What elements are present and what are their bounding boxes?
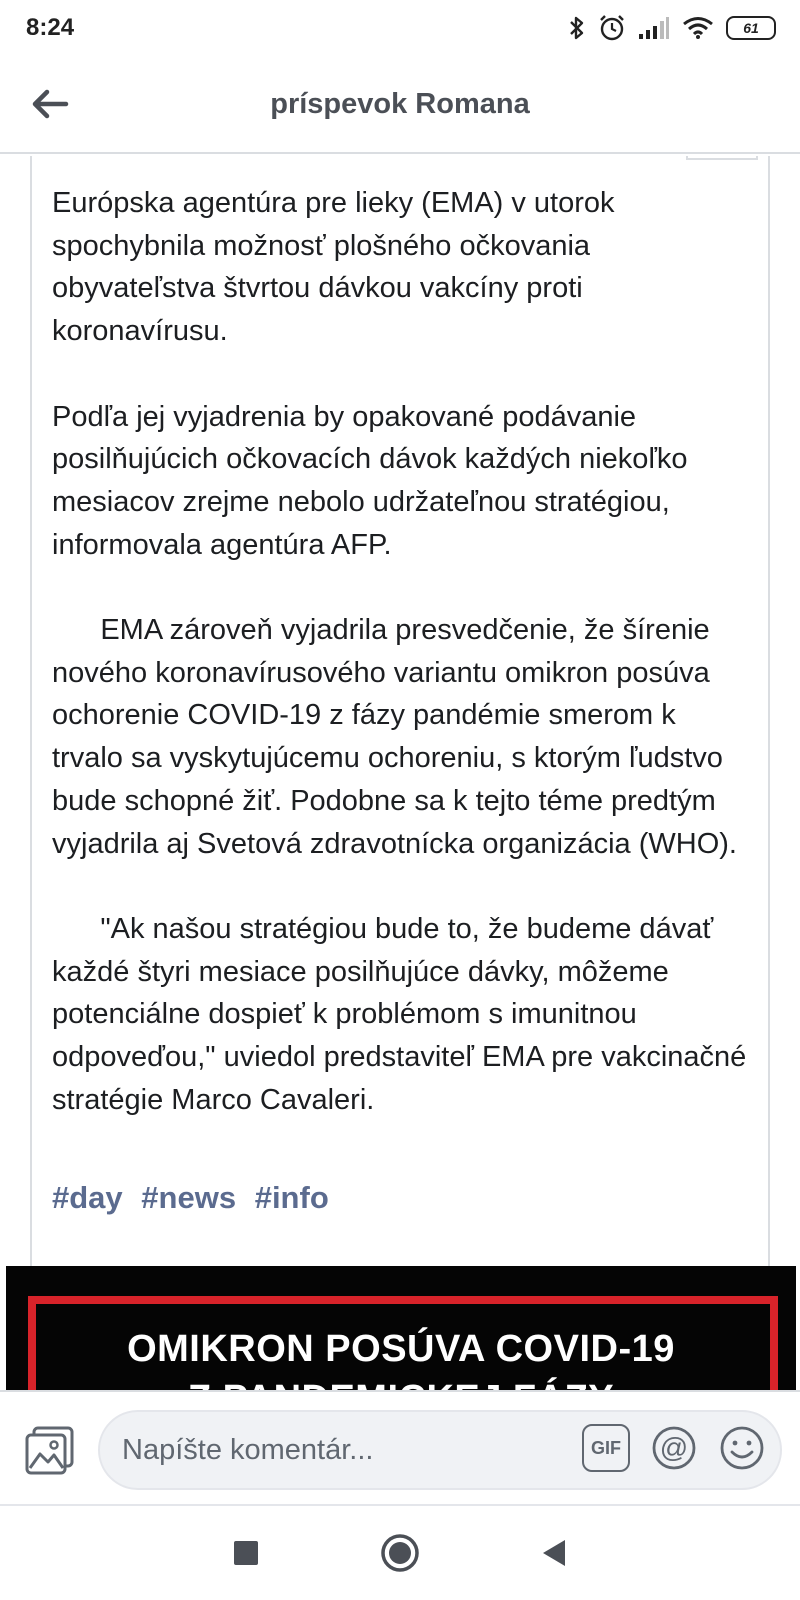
status-bar [0,0,800,56]
post-card [30,156,770,1266]
post-paragraph: EMA zároveň vyjadrila presvedčenie, že šírenie nového koronavírusového variantu omikron posúva ochorenie COVID-19 z fázy pandémie smerom k trvalo sa vyskytujúcemu ochoreniu, s ktorým ľudstvo bude schopné žiť. Podobne sa k tejto téme predtým vyjadrila aj Svetová zdravotnícka organizácia (WHO). [52,614,737,860]
emoji-icon[interactable] [718,1424,766,1472]
post-paragraph: Európska agentúra pre lieky (EMA) v utorok spochybnila možnosť plošného očkovania obyvateľstva štvrtou dávkou vakcíny proti koronavírusu. [52,187,623,348]
page-header [0,56,800,154]
hashtag-link[interactable]: #news [141,1180,237,1215]
comment-bar [0,1390,800,1506]
post-paragraph: "Ak našou stratégiou bude to, že budeme dávať každé štyri mesiace posilňujúce dávky, môžeme potenciálne dospieť k problémom s imunitnou odpoveďou," uviedol predstaviteľ EMA pre vakcinačné stratégie Marco Cavaleri. [52,912,755,1116]
comment-placeholder: Napíšte komentár... [122,1433,374,1466]
hashtags [52,1180,339,1216]
post-image[interactable] [6,1266,796,1406]
status-icons [568,14,776,42]
signal-icon [638,16,670,40]
svg-text:@: @ [659,1432,689,1463]
post-text [52,182,755,1121]
circle-icon[interactable] [380,1533,420,1573]
page-title: príspevok Romana [270,87,530,120]
post-content[interactable] [0,156,800,1390]
hashtag-link[interactable]: #day [52,1180,123,1215]
square-icon[interactable] [232,1539,260,1567]
battery-indicator: 61 [726,16,776,40]
card-tab [686,156,758,160]
system-nav-bar [0,1506,800,1600]
image-headline: OMIKRON POSÚVA COVID-19 [127,1328,675,1370]
alarm-icon [598,14,626,42]
comment-input-actions [582,1424,766,1472]
post-paragraph: Podľa jej vyjadrenia by opakované podávanie posilňujúcich očkovacích dávok každých niekoľko mesiacov zrejme nebolo udržateľnou stratégiou, informovala agentúra AFP. [52,400,696,561]
bluetooth-icon [568,15,586,41]
photo-icon [24,1424,76,1476]
arrow-left-icon [32,89,68,119]
triangle-back-icon[interactable] [540,1538,568,1568]
comment-input[interactable] [98,1410,782,1490]
photo-button[interactable] [24,1424,76,1476]
back-button[interactable] [28,82,72,126]
gif-icon[interactable]: GIF [582,1424,630,1472]
status-time: 8:24 [26,14,75,41]
wifi-icon [682,16,714,40]
hashtag-link[interactable]: #info [254,1180,329,1215]
at-icon[interactable] [650,1424,698,1472]
